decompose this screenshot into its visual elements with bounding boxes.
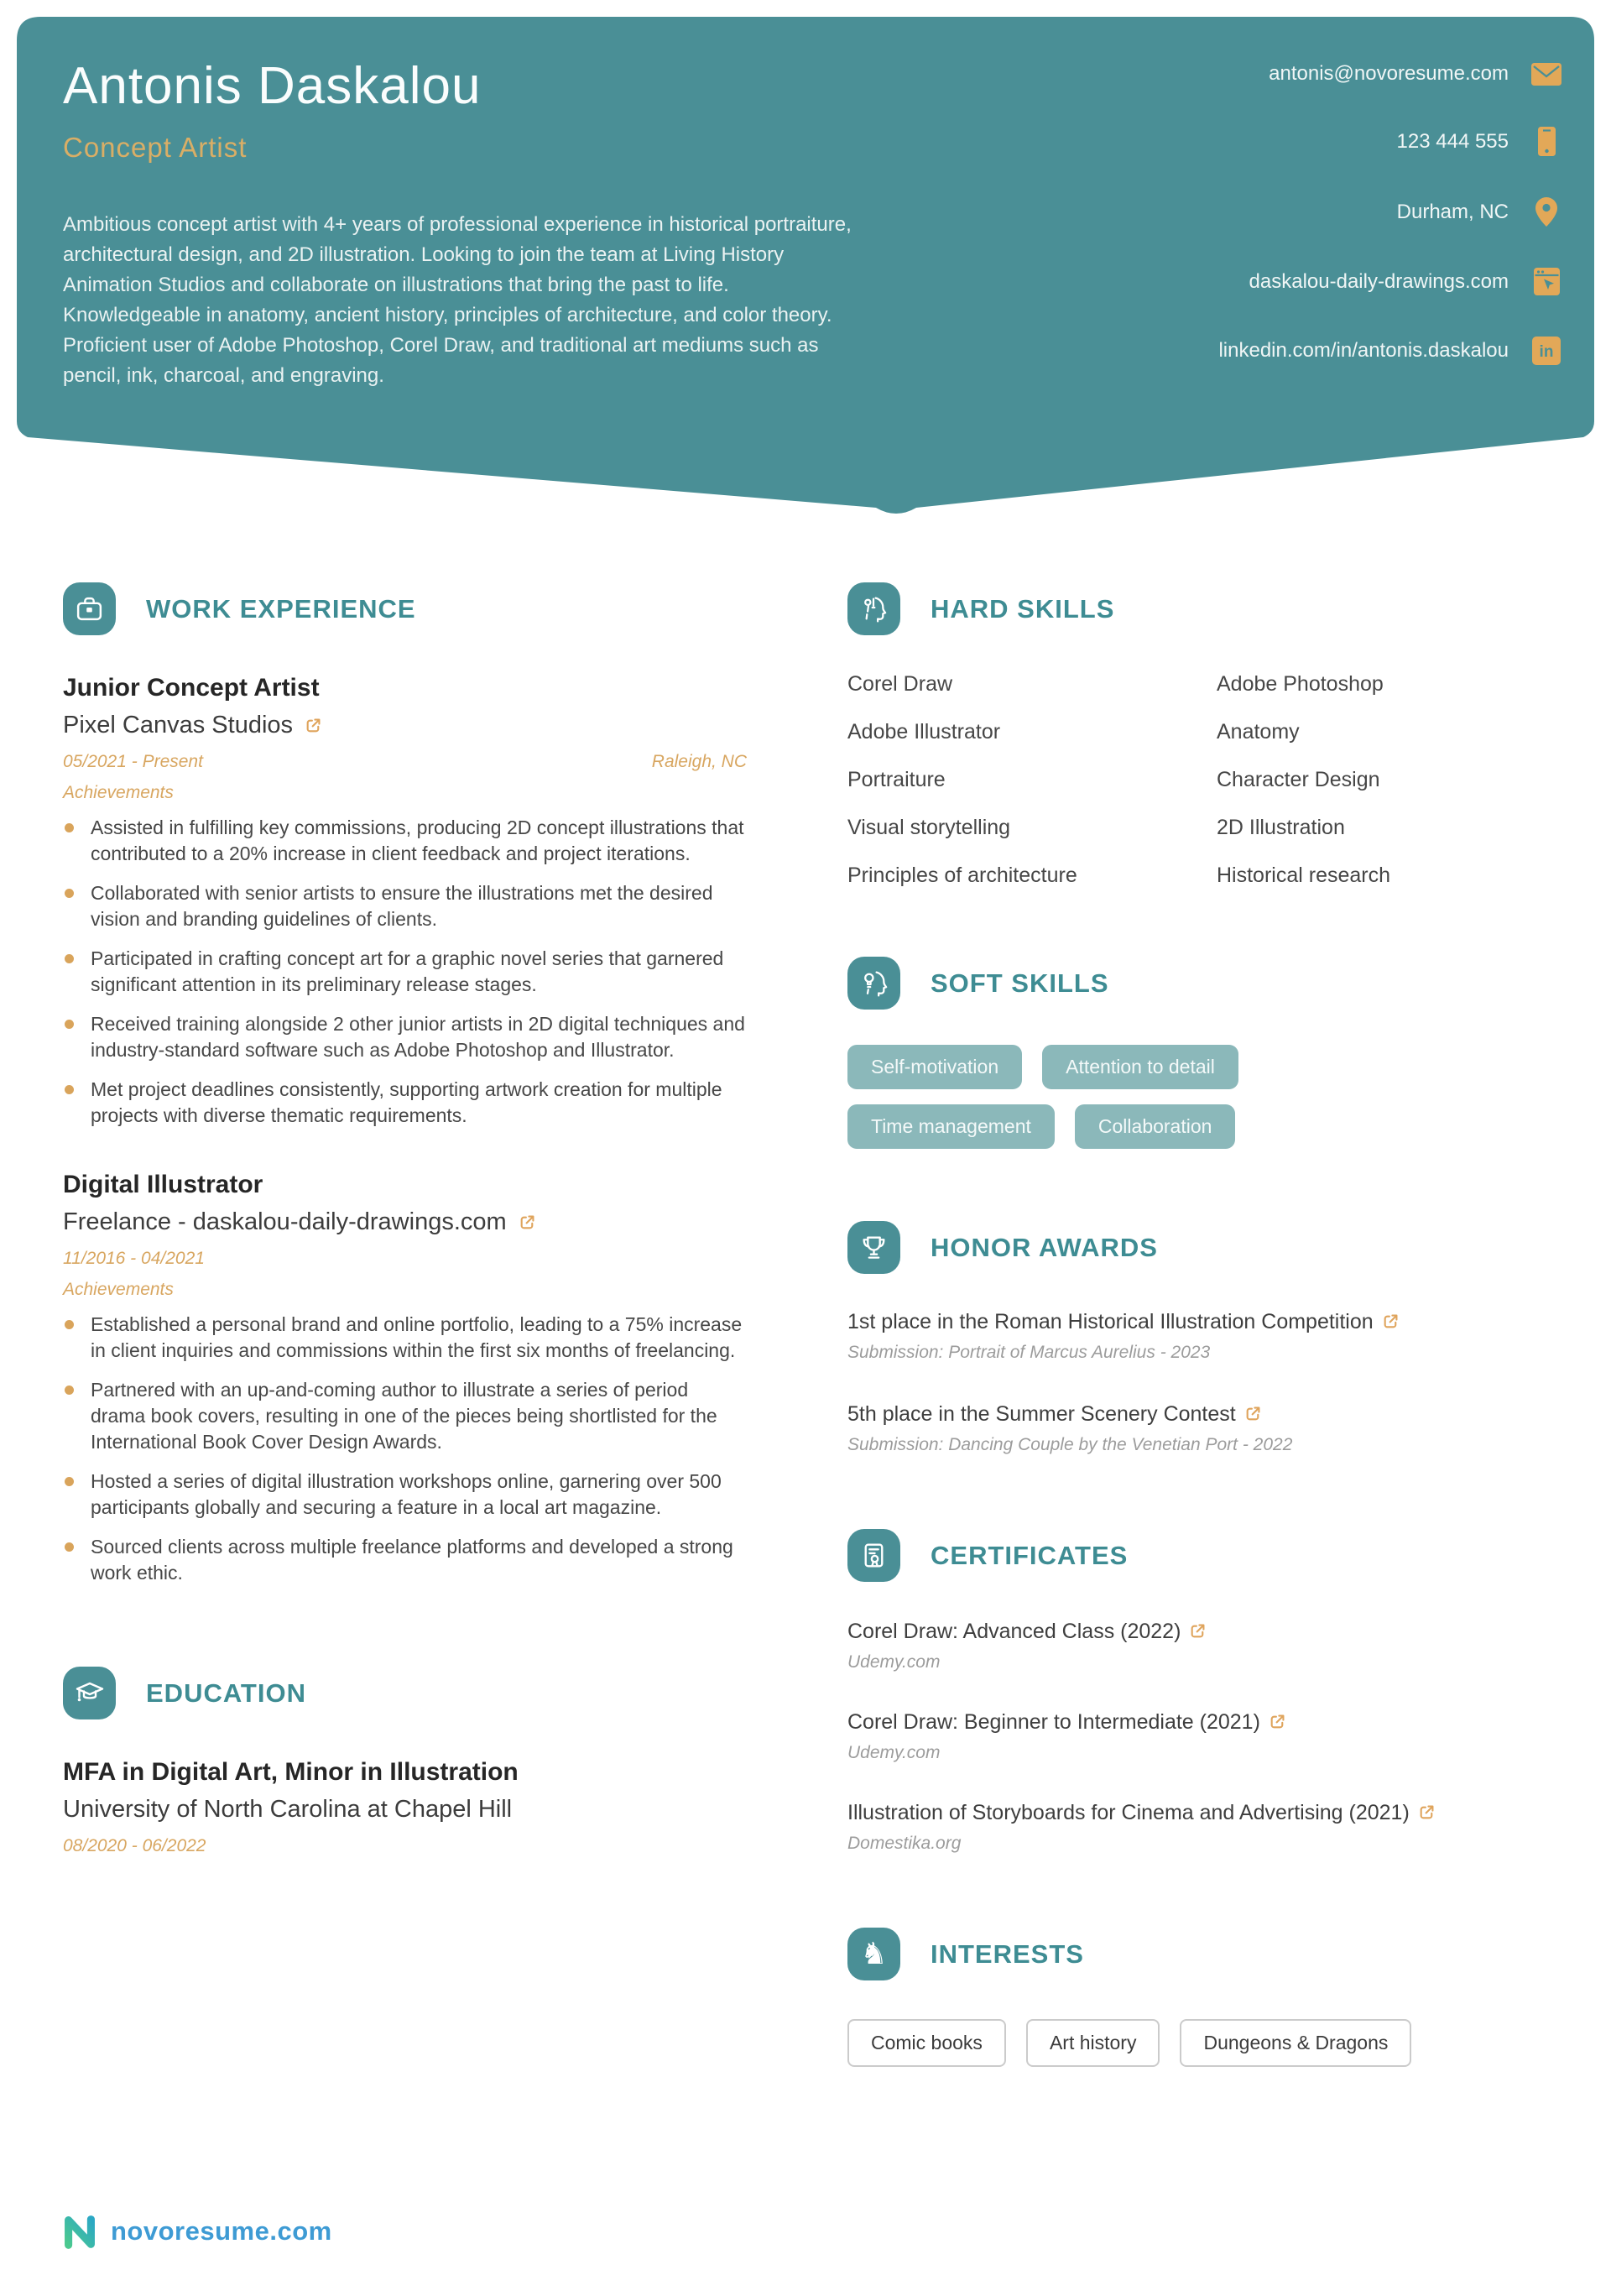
section-soft-skills [847, 957, 1552, 1149]
achievement-text: Met project deadlines consistently, supporting artwork creation for multiple projects with diverse thematic requirements. [91, 1078, 722, 1126]
achievement-text: Assisted in fulfilling key commissions, producing 2D concept illustrations that contributed to a 20% increase in client feedback and project iterations. [91, 817, 744, 864]
hard-skills-list [847, 672, 1552, 888]
location-icon [1530, 197, 1562, 227]
external-link-icon[interactable] [519, 1213, 536, 1231]
degree-title: MFA in Digital Art, Minor in Illustration [63, 1758, 519, 1786]
resume-body [0, 519, 1611, 2067]
external-link-icon[interactable] [1244, 1405, 1262, 1422]
hard-skill: 2D Illustration [1217, 816, 1345, 839]
trophy-icon [847, 1221, 900, 1274]
novoresume-branding[interactable] [60, 2212, 332, 2251]
job-title: Junior Concept Artist [63, 674, 320, 702]
contact-linkedin-value: linkedin.com/in/antonis.daskalou [1218, 339, 1509, 362]
section-title: EDUCATION [146, 1678, 306, 1708]
linkedin-icon [1530, 337, 1562, 365]
award-submission: Submission: Dancing Couple by the Venetian Port - 2022 [847, 1435, 1293, 1454]
section-education [63, 1667, 747, 1856]
achievement-list [63, 815, 747, 1129]
education-dates-row [63, 1836, 747, 1856]
hard-skill: Anatomy [1217, 720, 1300, 744]
section-honor-awards [847, 1221, 1552, 1455]
soft-skills-header [847, 957, 1552, 1010]
certificate-title-text: Corel Draw: Beginner to Intermediate (2021) [847, 1710, 1260, 1734]
website-icon [1530, 268, 1562, 295]
hard-skill: Adobe Photoshop [1217, 672, 1384, 696]
award-title-text: 1st place in the Roman Historical Illustration Competition [847, 1310, 1374, 1333]
candidate-title: Concept Artist [63, 132, 248, 163]
hard-skill: Visual storytelling [847, 816, 1011, 839]
interest-chip: Art history [1026, 2019, 1160, 2067]
job-dates-row [63, 1249, 747, 1269]
certificate-entry [847, 1617, 1552, 1672]
job-entry [63, 1169, 747, 1586]
hard-skill: Adobe Illustrator [847, 720, 1001, 744]
chess-knight-glyph: ♞ [860, 1936, 888, 1971]
novoresume-logo-text: novoresume.com [111, 2216, 332, 2246]
interests-header [847, 1928, 1552, 1980]
achievement-text: Received training alongside 2 other junior artists in 2D digital techniques and industry-standard software such as Adobe Photoshop and Illustrator. [91, 1013, 745, 1061]
award-title [847, 1307, 1401, 1337]
job-entry [63, 672, 747, 1129]
achievement-item [63, 1312, 747, 1364]
contact-list [1218, 62, 1562, 365]
job-company [63, 1206, 747, 1238]
certificate-title-text: Illustration of Storyboards for Cinema and Advertising (2021) [847, 1801, 1410, 1824]
external-link-icon[interactable] [305, 717, 322, 734]
achievement-text: Sourced clients across multiple freelance platforms and developed a strong work ethic. [91, 1536, 733, 1584]
email-icon [1530, 63, 1562, 86]
left-column [63, 582, 747, 2067]
certificate-source: Domestika.org [847, 1834, 962, 1853]
job-title: Digital Illustrator [63, 1171, 263, 1198]
contact-phone-value: 123 444 555 [1396, 129, 1509, 153]
svg-text:in: in [1539, 343, 1554, 361]
profile-summary: Ambitious concept artist with 4+ years of professional experience in historical portraiture, architectural design, and 2D illustration. Looking to join the team at Living History Animation Studios and collaborate on illustrations that bring the past to life. Knowledgeable in anatomy, ancient history, principles of architecture, and color theory. Proficient user of Adobe Photoshop, Corel Draw, and traditional art mediums such as pencil, ink, charcoal, and engraving. [63, 213, 852, 387]
achievements-label: Achievements [63, 783, 174, 802]
section-hard-skills [847, 582, 1552, 635]
head-tools-icon [847, 582, 900, 635]
section-title: WORK EXPERIENCE [146, 593, 416, 624]
soft-skill-badge: Attention to detail [1042, 1045, 1238, 1089]
school-name [63, 1793, 747, 1825]
section-title: HARD SKILLS [931, 593, 1115, 624]
achievement-item [63, 815, 747, 867]
certificate-entry [847, 1708, 1552, 1763]
contact-linkedin[interactable] [1218, 337, 1562, 365]
job-company-name: Freelance - daskalou-daily-drawings.com [63, 1208, 507, 1235]
contact-email[interactable] [1218, 62, 1562, 86]
school-name-text: University of North Carolina at Chapel Hill [63, 1796, 513, 1823]
achievement-list [63, 1312, 747, 1586]
head-lightbulb-icon [847, 957, 900, 1010]
section-title: SOFT SKILLS [931, 968, 1109, 998]
contact-location-value: Durham, NC [1396, 200, 1509, 223]
soft-skill-badge: Collaboration [1075, 1104, 1236, 1149]
soft-skill-badge: Time management [847, 1104, 1055, 1149]
honor-awards-header [847, 1221, 1552, 1274]
education-header [63, 1667, 747, 1719]
achievement-item [63, 880, 747, 932]
award-title [847, 1400, 1401, 1429]
contact-phone[interactable] [1218, 127, 1562, 156]
interests-list [847, 2019, 1552, 2067]
achievement-text: Hosted a series of digital illustration workshops online, garnering over 500 participants globally and securing a feature in a local art magazine. [91, 1470, 722, 1518]
external-link-icon[interactable] [1382, 1312, 1400, 1330]
certificate-icon [847, 1529, 900, 1582]
education-entry [63, 1756, 747, 1856]
achievement-text: Established a personal brand and online portfolio, leading to a 75% increase in client inquiries and commissions within the first six months of freelancing. [91, 1313, 743, 1361]
award-entry [847, 1307, 1552, 1363]
soft-skills-list [847, 1045, 1418, 1149]
right-column [847, 582, 1552, 2067]
certificates-header [847, 1529, 1552, 1582]
external-link-icon[interactable] [1189, 1622, 1207, 1640]
hard-skill: Historical research [1217, 864, 1391, 887]
achievement-text: Partnered with an up-and-coming author to illustrate a series of period drama book covers, resulting in one of the pieces being shortlisted for the International Book Cover Design Awards. [91, 1379, 717, 1453]
award-title-text: 5th place in the Summer Scenery Contest [847, 1402, 1236, 1426]
job-dates: 11/2016 - 04/2021 [63, 1249, 205, 1268]
phone-icon [1530, 127, 1562, 156]
interest-chip: Comic books [847, 2019, 1006, 2067]
section-certificates [847, 1529, 1552, 1854]
external-link-icon[interactable] [1418, 1803, 1436, 1821]
section-interests [847, 1928, 1552, 2067]
contact-email-value: antonis@novoresume.com [1269, 62, 1509, 85]
job-location: Raleigh, NC [651, 752, 747, 771]
certificate-title [847, 1798, 1443, 1828]
job-dates: 05/2021 - Present [63, 752, 203, 771]
hard-skill: Character Design [1217, 768, 1380, 791]
soft-skill-badge: Self-motivation [847, 1045, 1022, 1089]
novoresume-logo-icon [60, 2212, 99, 2251]
briefcase-icon [63, 582, 116, 635]
achievement-item [63, 1077, 747, 1129]
section-title: CERTIFICATES [931, 1540, 1129, 1570]
achievement-text: Participated in crafting concept art for a graphic novel series that garnered significant attention in its preliminary release stages. [91, 947, 724, 995]
external-link-icon[interactable] [1269, 1713, 1286, 1730]
hard-skill: Principles of architecture [847, 864, 1077, 887]
certificate-title [847, 1708, 1443, 1737]
section-title: INTERESTS [931, 1939, 1084, 1969]
achievement-item [63, 1469, 747, 1521]
achievements-label: Achievements [63, 1280, 174, 1299]
award-submission: Submission: Portrait of Marcus Aurelius - 2023 [847, 1343, 1211, 1362]
section-title: HONOR AWARDS [931, 1232, 1158, 1262]
section-work-experience [63, 582, 747, 635]
resume-header [17, 17, 1594, 519]
job-dates-row [63, 752, 747, 772]
achievement-text: Collaborated with senior artists to ensure the illustrations met the desired vision and branding guidelines of clients. [91, 882, 713, 930]
job-company [63, 709, 747, 741]
graduation-cap-icon [63, 1667, 116, 1719]
certificate-source: Udemy.com [847, 1652, 941, 1672]
contact-website[interactable] [1218, 268, 1562, 295]
award-entry [847, 1400, 1552, 1455]
achievement-item [63, 1534, 747, 1586]
candidate-name: Antonis Daskalou [63, 57, 482, 115]
contact-location [1218, 197, 1562, 227]
certificate-source: Udemy.com [847, 1743, 941, 1762]
achievement-item [63, 946, 747, 998]
hard-skill: Portraiture [847, 768, 946, 791]
chess-knight-icon [847, 1928, 900, 1980]
certificate-title [847, 1617, 1443, 1646]
certificate-entry [847, 1798, 1552, 1854]
hard-skill: Corel Draw [847, 672, 953, 696]
interest-chip: Dungeons & Dragons [1180, 2019, 1411, 2067]
education-dates: 08/2020 - 06/2022 [63, 1836, 206, 1855]
certificate-title-text: Corel Draw: Advanced Class (2022) [847, 1620, 1181, 1643]
achievement-item [63, 1011, 747, 1063]
job-company-name: Pixel Canvas Studios [63, 712, 294, 738]
contact-website-value: daskalou-daily-drawings.com [1249, 269, 1509, 293]
achievement-item [63, 1377, 747, 1455]
